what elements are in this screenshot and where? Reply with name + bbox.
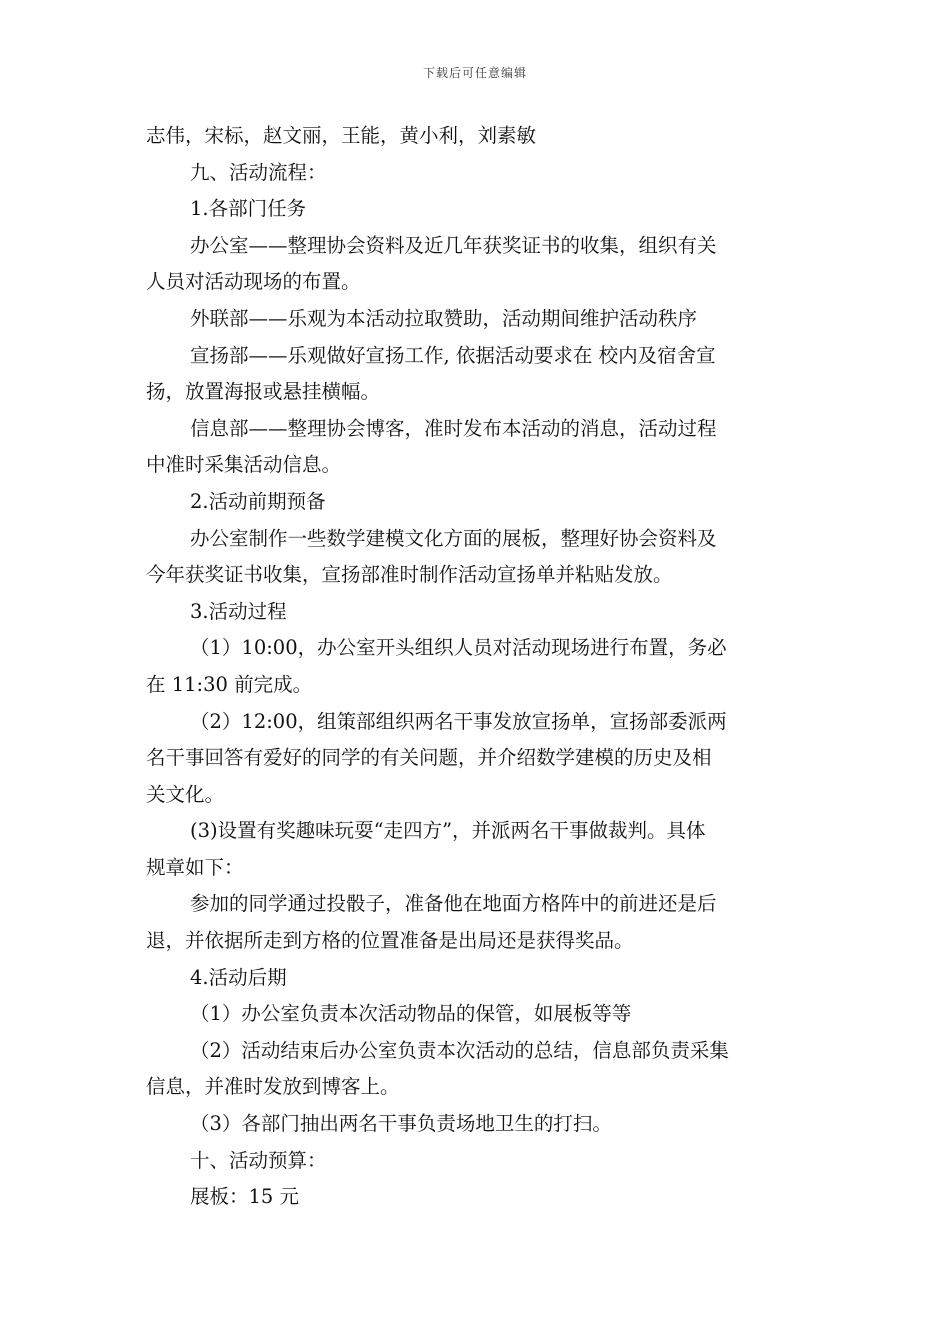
- paragraph-line: 规章如下：: [146, 855, 244, 879]
- paragraph-line: 名干事回答有爱好的同学的有关问题，并介绍数学建模的历史及相: [146, 746, 712, 770]
- document-body: [146, 118, 808, 1216]
- paragraph-line: 信息，并准时发放到博客上。: [146, 1075, 400, 1099]
- paragraph-line: 宣扬部——乐观做好宣扬工作, 依据活动要求在 校内及宿舍宣: [190, 343, 716, 367]
- paragraph-line: 信息部——整理协会博客，准时发布本活动的消息，活动过程: [190, 416, 717, 440]
- paragraph-line: 扬，放置海报或悬挂横幅。: [146, 380, 381, 404]
- paragraph-line: 参加的同学通过投骰子，准备他在地面方格阵中的前进还是后: [190, 892, 717, 916]
- paragraph-line: 外联部——乐观为本活动拉取赞助，活动期间维护活动秩序: [190, 306, 698, 330]
- paragraph-line: 1.各部门任务: [190, 197, 307, 221]
- paragraph-line: 4.活动后期: [190, 965, 287, 989]
- paragraph-line: 关文化。: [146, 782, 225, 806]
- paragraph-line: (3)设置有奖趣味玩耍“走四方”，并派两名干事做裁判。具体: [190, 819, 706, 843]
- paragraph-line: （2）活动结束后办公室负责本次活动的总结，信息部负责采集: [190, 1038, 729, 1062]
- paragraph-line: 退，并依据所走到方格的位置准备是出局还是获得奖品。: [146, 929, 634, 953]
- paragraph-line: 2.活动前期预备: [190, 489, 326, 513]
- paragraph-line: （1）办公室负责本次活动物品的保管，如展板等等: [190, 1002, 632, 1026]
- paragraph-line: 志伟，宋标，赵文丽，王能，黄小利，刘素敏: [146, 124, 537, 147]
- paragraph-line: 3.活动过程: [190, 599, 287, 623]
- paragraph-line: 中准时采集活动信息。: [146, 453, 342, 477]
- paragraph-line: 人员对活动现场的布置。: [146, 270, 361, 294]
- paragraph-line: （1）10:00，办公室开头组织人员对活动现场进行布置，务必: [190, 636, 727, 660]
- paragraph-line: 今年获奖证书收集，宣扬部准时制作活动宣扬单并粘贴发放。: [146, 563, 673, 587]
- page-header: 下载后可任意编辑: [422, 66, 527, 80]
- paragraph-line: 在 11:30 前完成。: [146, 672, 313, 696]
- paragraph-line: 办公室制作一些数学建模文化方面的展板，整理好协会资料及: [190, 526, 717, 550]
- paragraph-line: （3）各部门抽出两名干事负责场地卫生的打扫。: [190, 1112, 612, 1136]
- paragraph-line: （2）12:00，组策部组织两名干事发放宣扬单，宣扬部委派两: [190, 709, 727, 733]
- paragraph-line: 十、活动预算：: [190, 1148, 327, 1172]
- paragraph-line: 办公室——整理协会资料及近几年获奖证书的收集，组织有关: [190, 233, 717, 257]
- paragraph-line: 展板：15 元: [190, 1185, 300, 1209]
- paragraph-line: 九、活动流程：: [190, 160, 327, 184]
